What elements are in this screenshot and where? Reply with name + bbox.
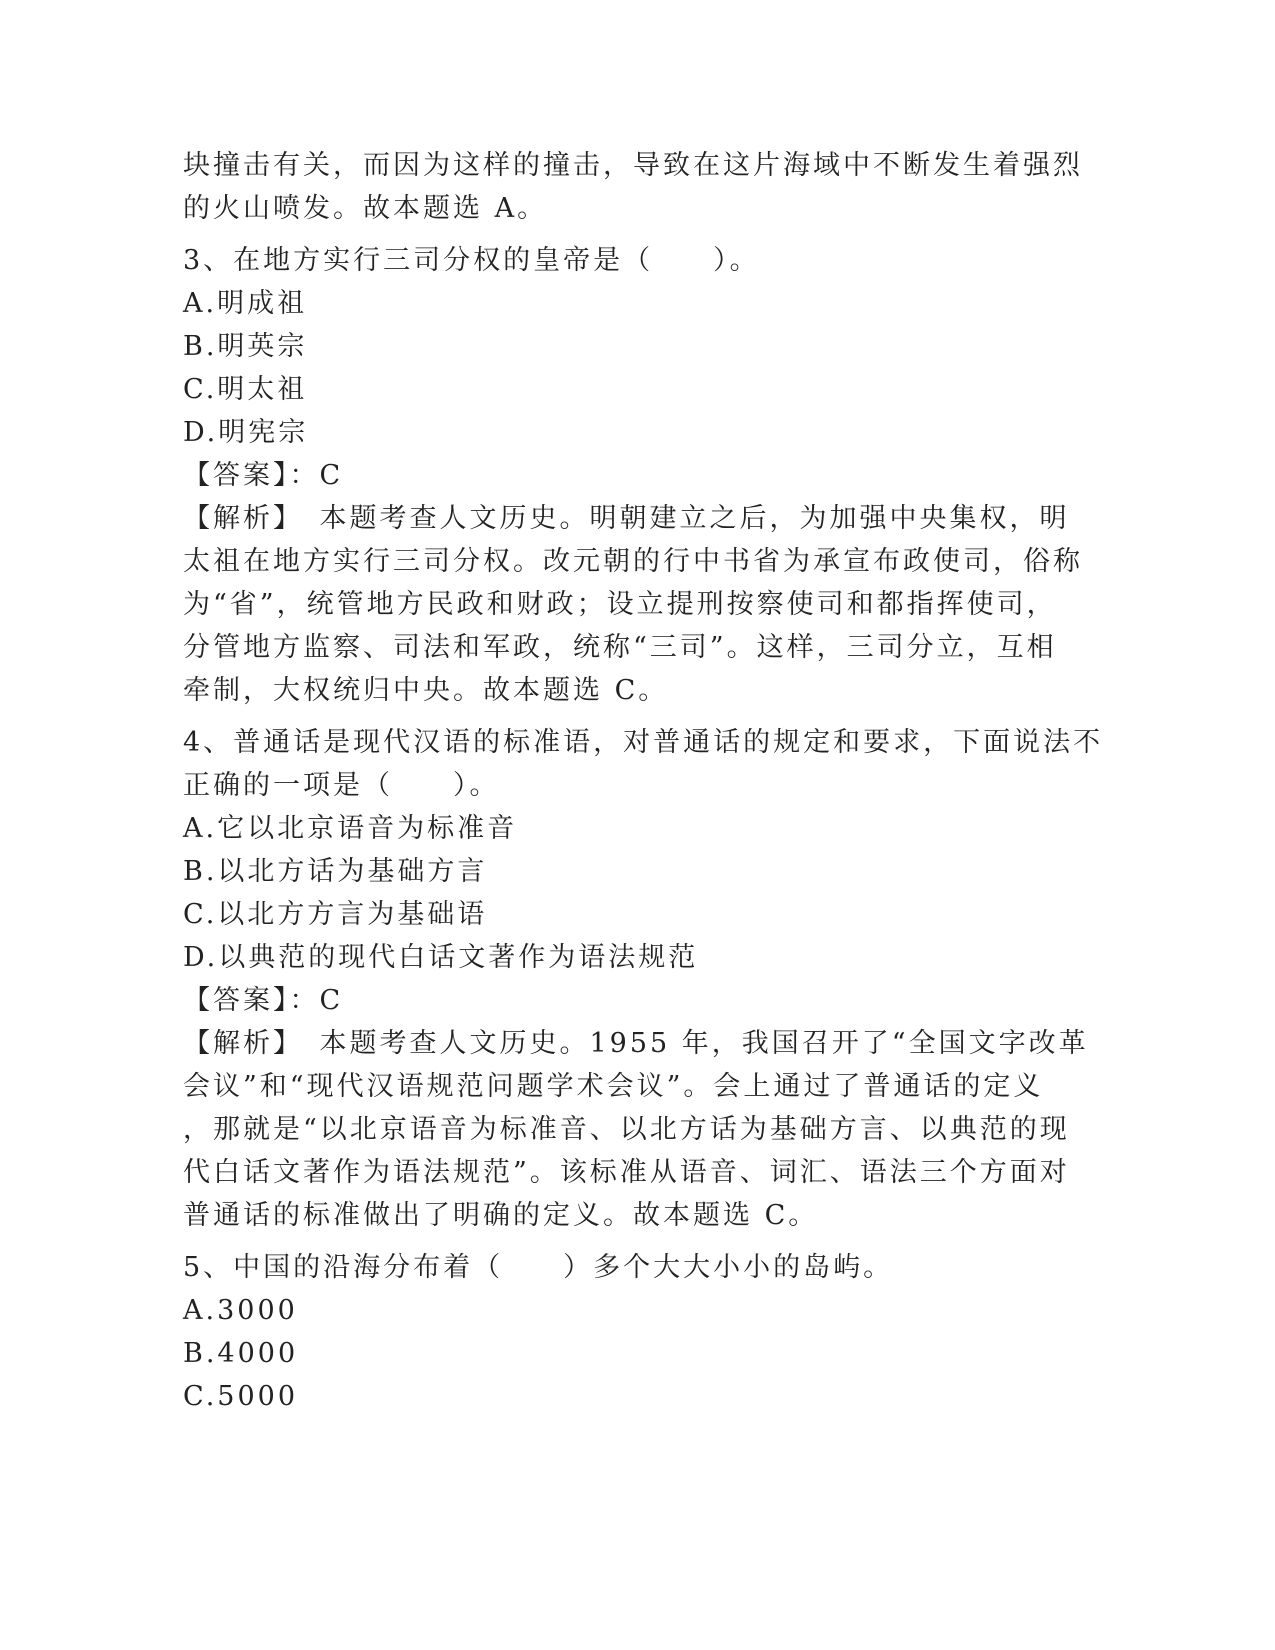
answer: 【答案】：C [183, 985, 344, 1016]
explanation-line: 【解析】 本题考查人文历史。明朝建立之后，为加强中央集权，明 [183, 503, 1070, 534]
explanation-line: 代白话文著作为语法规范”。该标准从语音、词汇、语法三个方面对 [183, 1157, 1070, 1188]
question-3 [183, 239, 1083, 712]
explanation-line: 会议”和“现代汉语规范问题学术会议”。会上通过了普通话的定义 [183, 1071, 1044, 1102]
option-d: D.明宪宗 [183, 417, 309, 448]
question-text: 4、普通话是现代汉语的标准语，对普通话的规定和要求，下面说法不 [183, 727, 1104, 758]
option-d: D.以典范的现代白话文著作为语法规范 [183, 942, 699, 973]
explanation-line: 普通话的标准做出了明确的定义。故本题选 C。 [183, 1200, 819, 1231]
explanation-line: 的火山喷发。故本题选 A。 [183, 193, 548, 224]
question-5 [183, 1246, 1083, 1418]
explanation-line: ，那就是“以北京语音为标准音、以北方话为基础方言、以典范的现 [183, 1114, 1070, 1145]
question-text: 5、中国的沿海分布着（ ）多个大大小小的岛屿。 [183, 1252, 894, 1283]
explanation-line: 【解析】 本题考查人文历史。1955 年，我国召开了“全国文字改革 [183, 1028, 1089, 1059]
option-a: A.3000 [183, 1295, 298, 1326]
explanation-line: 牵制，大权统归中央。故本题选 C。 [183, 675, 669, 706]
option-b: B.明英宗 [183, 331, 308, 362]
explanation-line: 为“省”，统管地方民政和财政；设立提刑按察使司和都指挥使司， [183, 589, 1057, 620]
option-b: B.4000 [183, 1338, 299, 1369]
document-page [183, 144, 1104, 1418]
explanation-line: 块撞击有关，而因为这样的撞击，导致在这片海域中不断发生着强烈 [183, 150, 1083, 181]
option-c: C.明太祖 [183, 374, 308, 405]
explanation-line: 太祖在地方实行三司分权。改元朝的行中书省为承宣布政使司，俗称 [183, 546, 1083, 577]
question-text: 3、在地方实行三司分权的皇帝是（ ）。 [183, 245, 760, 276]
option-c: C.5000 [183, 1381, 298, 1412]
previous-explanation [183, 144, 1083, 230]
option-b: B.以北方话为基础方言 [183, 856, 488, 887]
option-a: A.它以北京语音为标准音 [183, 813, 518, 844]
question-text: 正确的一项是（ ）。 [183, 770, 500, 801]
option-c: C.以北方方言为基础语 [183, 899, 488, 930]
question-4 [183, 721, 1104, 1237]
answer: 【答案】：C [183, 460, 344, 491]
option-a: A.明成祖 [183, 288, 308, 319]
explanation-line: 分管地方监察、司法和军政，统称“三司”。这样，三司分立，互相 [183, 632, 1057, 663]
